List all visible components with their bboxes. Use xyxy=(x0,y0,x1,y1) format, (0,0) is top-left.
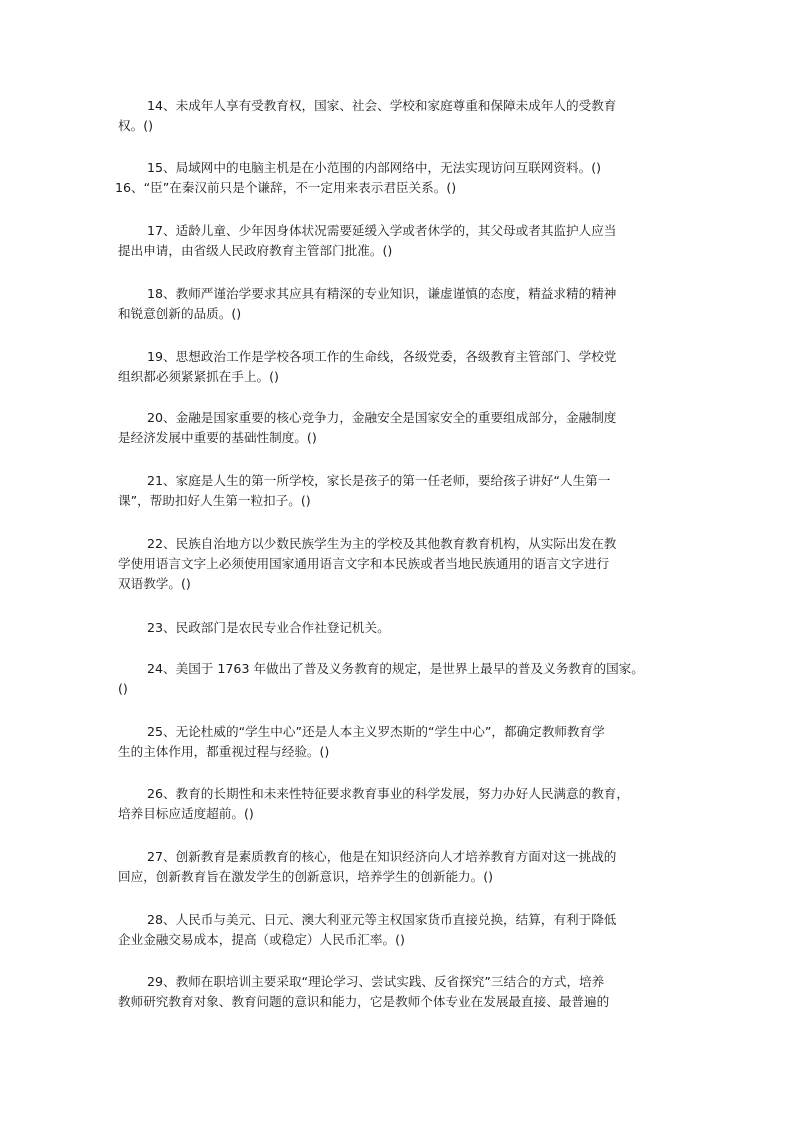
question-26 xyxy=(118,784,678,824)
text-line: 20、金融是国家重要的核心竞争力，金融安全是国家安全的重要组成部分，金融制度 xyxy=(147,410,617,425)
question-14 xyxy=(118,96,678,136)
text-line: 是经济发展中重要的基础性制度。() xyxy=(118,430,317,445)
text-line: 教师研究教育对象、教育问题的意识和能力，它是教师个体专业在发展最直接、最普遍的 xyxy=(118,994,610,1009)
question-17 xyxy=(118,221,678,261)
question-27 xyxy=(118,847,678,887)
text-line: 双语教学。() xyxy=(118,576,191,591)
text-line: 和锐意创新的品质。() xyxy=(118,306,242,321)
text-line: 17、适龄儿童、少年因身体状况需要延缓入学或者休学的，其父母或者其监护人应当 xyxy=(147,223,617,238)
text-line: 21、家庭是人生的第一所学校，家长是孩子的第一任老师，要给孩子讲好“人生第一 xyxy=(147,473,611,488)
question-22 xyxy=(118,534,678,594)
text-line: 19、思想政治工作是学校各项工作的生命线，各级党委，各级教育主管部门、学校党 xyxy=(147,349,617,364)
text-line: 16、“臣”在秦汉前只是个谦辞，不一定用来表示君臣关系。() xyxy=(115,180,457,195)
text-line: 学使用语言文字上必须使用国家通用语言文字和本民族或者当地民族通用的语言文字进行 xyxy=(118,556,610,571)
text-line: 27、创新教育是素质教育的核心，他是在知识经济向人才培养教育方面对这一挑战的 xyxy=(147,849,617,864)
text-line: 组织都必须紧紧抓在手上。() xyxy=(118,369,279,384)
text-line: 22、民族自治地方以少数民族学生为主的学校及其他教育教育机构，从实际出发在教 xyxy=(147,536,617,551)
question-21 xyxy=(118,471,678,511)
text-line: 企业金融交易成本，提高（或稳定）人民币汇率。() xyxy=(118,932,405,947)
question-23 xyxy=(118,618,678,638)
text-line: 提出申请，由省级人民政府教育主管部门批准。() xyxy=(118,243,393,258)
text-line: 18、教师严谨治学要求其应具有精深的专业知识，谦虚谨慎的态度，精益求精的精神 xyxy=(147,286,617,301)
text-line: 28、人民币与美元、日元、澳大利亚元等主权国家货币直接兑换，结算，有利于降低 xyxy=(147,912,617,927)
question-20 xyxy=(118,408,678,448)
text-line: 权。() xyxy=(118,118,154,133)
text-line: 课”，帮助扣好人生第一粒扣子。() xyxy=(118,493,311,508)
text-line: 24、美国于 1763 年做出了普及义务教育的规定，是世界上最早的普及义务教育的国家。 xyxy=(147,661,644,676)
question-25 xyxy=(118,722,678,762)
question-19 xyxy=(118,347,678,387)
question-15-16 xyxy=(115,158,678,198)
text-line: 培养目标应适度超前。() xyxy=(118,806,254,821)
text-line: 15、局域网中的电脑主机是在小范围的内部网络中，无法实现访问互联网资料。() xyxy=(147,160,602,175)
question-28 xyxy=(118,910,678,950)
text-line: 23、民政部门是农民专业合作社登记机关。 xyxy=(147,620,390,635)
text-line: 29、教师在职培训主要采取“理论学习、尝试实践、反省探究”三结合的方式，培养 xyxy=(147,974,605,989)
text-line: () xyxy=(118,681,128,696)
text-line: 回应，创新教育旨在激发学生的创新意识，培养学生的创新能力。() xyxy=(118,869,494,884)
question-18 xyxy=(118,284,678,324)
text-line: 25、无论杜威的“学生中心”还是人本主义罗杰斯的“学生中心”，都确定教师教育学 xyxy=(147,724,605,739)
question-29 xyxy=(118,972,678,1012)
text-line: 26、教育的长期性和未来性特征要求教育事业的科学发展，努力办好人民满意的教育， xyxy=(147,786,629,801)
text-line: 14、未成年人享有受教育权，国家、社会、学校和家庭尊重和保障未成年人的受教育 xyxy=(147,98,617,113)
text-line: 生的主体作用，都重视过程与经验。() xyxy=(118,744,330,759)
question-24 xyxy=(118,659,678,699)
